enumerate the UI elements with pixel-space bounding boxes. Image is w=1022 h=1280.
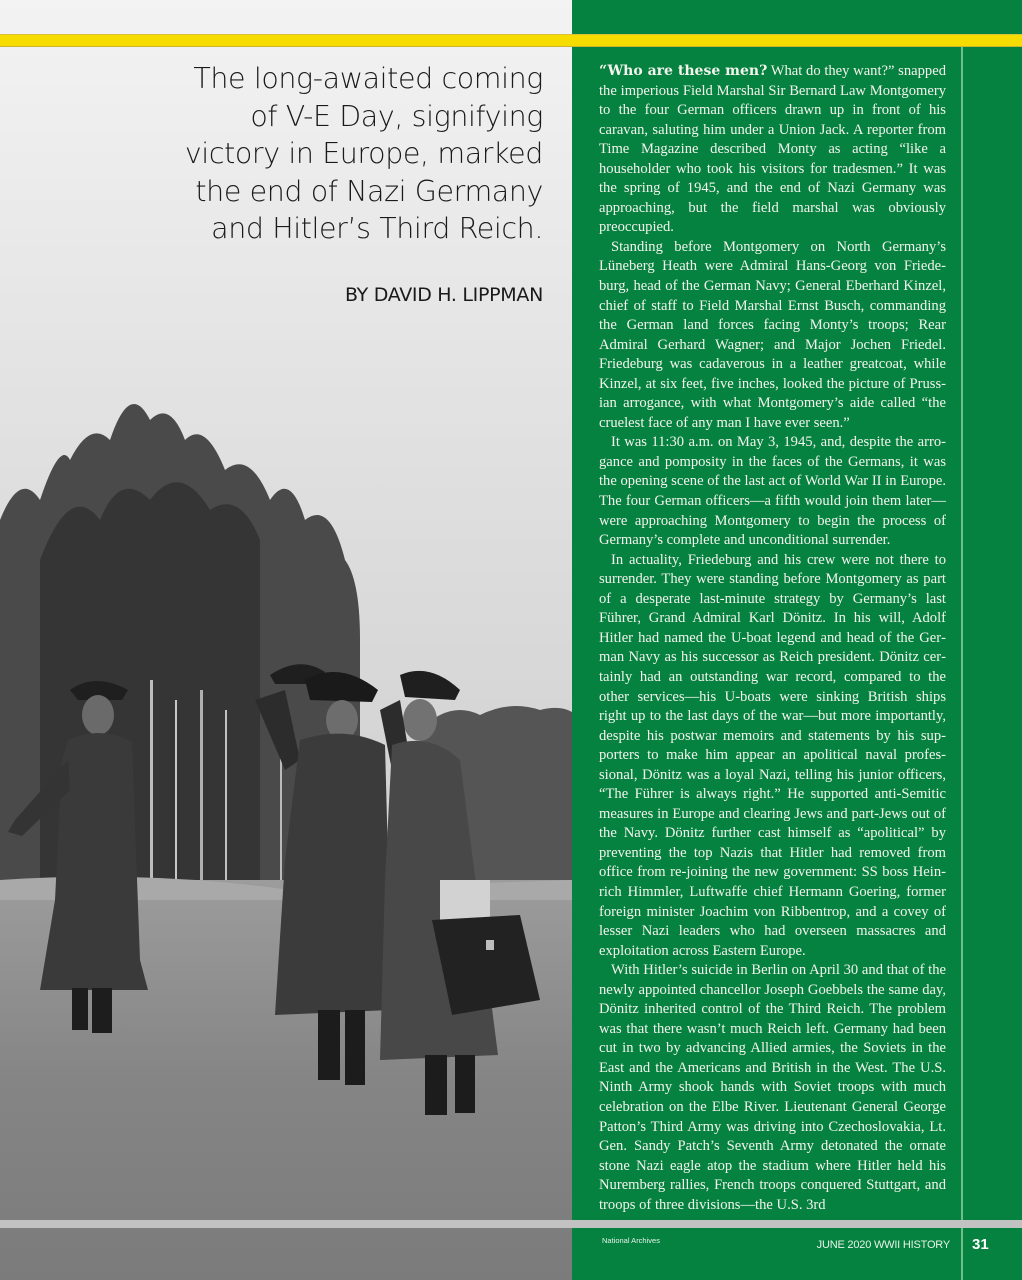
deck-line: victory in Europe, marked bbox=[184, 137, 543, 170]
paragraph: It was 11:30 a.m. on May 3, 1945, and, despite the arrogance and pomposity in the faces of the Germans, it was the opening scene of the last act of World War II in Europe. The four German officers—a fifth would join them later—were approaching Montgomery to begin the process of Germany’s complete and unconditional surrender. bbox=[599, 434, 946, 549]
paragraph: In actuality, Friedeburg and his crew were not there to surrender. They were standing before Montgomery as part of a desperate last-minute strategy by Germany’s last Führer, Grand Admiral Karl Dönitz. In his will, Adolf Hitler had named the U-boat legend and head of the German Navy as his successor as Reich president. Dönitz certainly had an outstanding war record, compared to the other services—his U-boats were sinking British ships right up to the last days of the war—but more importantly, despite his postwar memoirs and statements by his supporters to make him appear an apolitical naval professional, Dönitz was a loyal Nazi, telling his junior officers, “The Führer is always right.” He supported anti-Semitic measures in Europe and clearing Jews and part-Jews out of the Navy. Dönitz further cast himself as “apolitical” by preventing the top Nazis that Hitler had removed from office from re-joining the new government: SS boss Heinrich Himmler, Luftwaffe chief Hermann Goering, former foreign minister Joachim von Ribbentrop, and a covey of lesser Nazi leaders who had overseen massacres and exploitation across Eastern Europe. bbox=[599, 551, 946, 959]
paragraph: Standing before Montgomery on North Germany’s Lüneberg Heath were Admiral Hans-Georg von Friedeburg, head of the German Navy; General Eberhard Kinzel, chief of staff to Field Marshal Ernst Busch, commanding the German land forces facing Monty’s troops; Rear Admiral Gerhard Wagner; and Major Jochen Friedel. Friedeburg was cadaverous in a leather greatcoat, while Kinzel, at six feet, five inches, looked the picture of Prussian arrogance, with what Montgomery’s aide called “the cruelest face of any man I have ever seen.” bbox=[599, 238, 946, 431]
deck-line: the end of Nazi Germany bbox=[195, 174, 543, 208]
folio: JUNE 2020 WWII HISTORY bbox=[816, 1239, 950, 1251]
footer-gray-band bbox=[0, 1220, 1022, 1228]
byline: BY DAVID H. LIPPMAN bbox=[344, 284, 543, 306]
paragraph-text: What do they want?” snapped the imperious Field Marshal Sir Bernard Law Montgomery to the four German officers drawn up in front of his caravan, saluting him under a Union Jack. A reporter from Time Magazine described Monty as acting “like a householder who took his visitors for tradesmen.” It was the spring of 1945, and the end of Nazi Germany was approaching, but the field marshal was obviously preoccupied. bbox=[599, 63, 947, 236]
photo-credit: National Archives bbox=[602, 1236, 660, 1245]
column-rule bbox=[961, 45, 963, 1280]
deck-line: of V-E Day, signifying bbox=[250, 99, 543, 133]
deck-line: and Hitler’s Third Reich. bbox=[211, 212, 543, 245]
deck-line: The long-awaited coming bbox=[193, 62, 543, 95]
article-deck bbox=[150, 60, 543, 248]
paragraph bbox=[599, 62, 946, 238]
page-number: 31 bbox=[972, 1236, 989, 1253]
header-yellow-band bbox=[0, 34, 1022, 47]
lead-in: “Who are these men? bbox=[599, 63, 768, 79]
paragraph: With Hitler’s suicide in Berlin on April 30 and that of the newly appointed chancellor Joseph Goebbels the same day, Dönitz inherited control of the Third Reich. The problem was that there wasn’t much Reich left. Germany had been cut in two by advancing Allied armies, the Soviets in the East and the Americans and British in the West. The U.S. Ninth Army shook hands with Soviet troops with much celebration on the Elbe River. Lieutenant General George Patton’s Third Army was driving into Czechoslovakia, Lt. Gen. Sandy Patch’s Seventh Army detonated the ornate stone Nazi eagle atop the stadium where Hitler held his Nuremberg rallies, French troops conquered Stuttgart, and troops of three divisions—the U.S. 3rd bbox=[599, 962, 946, 1213]
article-body bbox=[599, 62, 946, 1215]
